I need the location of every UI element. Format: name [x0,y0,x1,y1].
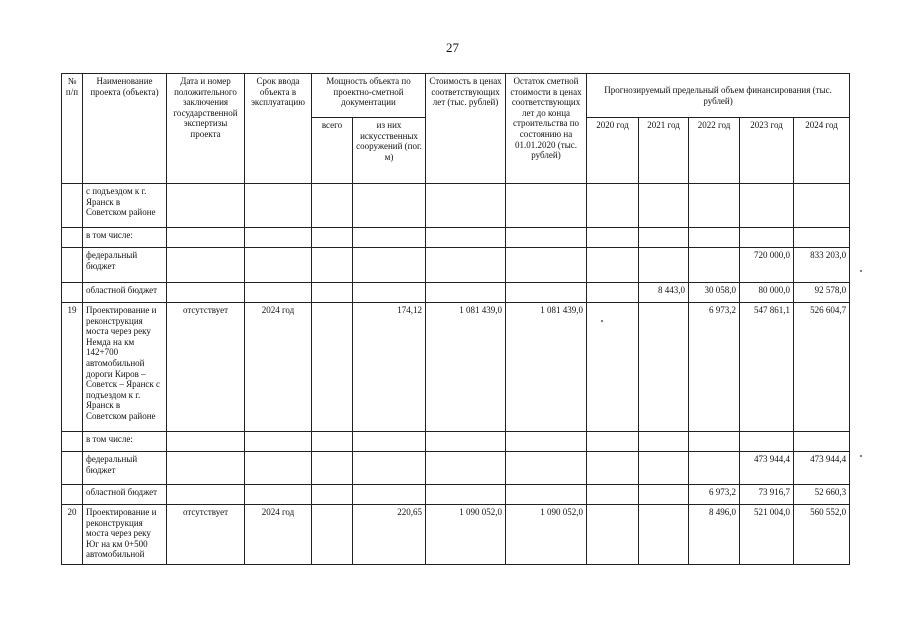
cell-remainder: 1 090 052,0 [506,505,587,565]
cell-capacity-artificial: 220,65 [353,505,426,565]
page-number: 27 [446,40,459,55]
cell-capacity-artificial [353,432,426,452]
cell-capacity-artificial [353,184,426,228]
cell-capacity-artificial [353,485,426,505]
cell-2020 [587,485,639,505]
table-row [62,248,850,283]
cell-expertise [167,283,245,303]
table-row [62,452,850,485]
cell-2021 [639,184,689,228]
header-year-2022: 2022 год [689,118,740,184]
scan-speck [601,320,603,322]
cell-2020 [587,303,639,432]
cell-remainder [506,184,587,228]
cell-expertise: отсутствует [167,505,245,565]
header-name: Наименование проекта (объекта) [83,74,167,184]
table-row [62,184,850,228]
cell-2020 [587,184,639,228]
cell-commission [245,248,312,283]
header-remainder: Остаток сметной стоимости в ценах соответствующих лет до конца строительства по состоянию на 01.01.2020 (тыс. рублей) [506,74,587,184]
cell-2024: 833 203,0 [794,248,850,283]
header-capacity-artificial: из них искусственных сооружений (пог. м) [353,118,426,184]
cell-cost [426,248,506,283]
cell-2021 [639,452,689,485]
table-row [62,485,850,505]
cell-capacity-total [312,303,353,432]
cell-name: с подъездом к г. Яранск в Советском районе [83,184,167,228]
table-row [62,432,850,452]
cell-name: областной бюджет [83,485,167,505]
cell-2024: 473 944,4 [794,452,850,485]
cell-2022: 6 973,2 [689,303,740,432]
cell-2024: 560 552,0 [794,505,850,565]
cell-2023: 720 000,0 [740,248,794,283]
cell-2020 [587,452,639,485]
cell-commission: 2024 год [245,303,312,432]
scan-speck [860,270,862,272]
cell-capacity-artificial [353,283,426,303]
cell-2021 [639,303,689,432]
cell-2020 [587,283,639,303]
financing-table [61,73,850,565]
cell-num [62,432,83,452]
cell-2020 [587,228,639,248]
cell-2022 [689,432,740,452]
cell-capacity-artificial [353,248,426,283]
cell-cost [426,184,506,228]
cell-capacity-artificial [353,228,426,248]
header-capacity: Мощность объекта по проектно-сметной документации [312,74,426,118]
cell-num [62,228,83,248]
cell-commission [245,485,312,505]
table-row [62,228,850,248]
cell-expertise [167,184,245,228]
cell-expertise [167,248,245,283]
cell-2021 [639,228,689,248]
cell-commission [245,283,312,303]
header-commission: Срок ввода объекта в эксплуатацию [245,74,312,184]
header-year-2023: 2023 год [740,118,794,184]
cell-num [62,452,83,485]
cell-capacity-total [312,432,353,452]
cell-expertise [167,432,245,452]
cell-capacity-total [312,452,353,485]
cell-remainder [506,485,587,505]
cell-num [62,248,83,283]
cell-2024: 52 660,3 [794,485,850,505]
cell-2023: 547 861,1 [740,303,794,432]
cell-num: 19 [62,303,83,432]
cell-2020 [587,432,639,452]
table-body [62,184,850,565]
cell-capacity-artificial [353,452,426,485]
cell-name: федеральный бюджет [83,248,167,283]
cell-2020 [587,505,639,565]
cell-remainder [506,452,587,485]
cell-name: в том числе: [83,228,167,248]
cell-2024: 526 604,7 [794,303,850,432]
cell-2021: 8 443,0 [639,283,689,303]
cell-2020 [587,248,639,283]
cell-capacity-total [312,184,353,228]
header-cost: Стоимость в ценах соответствующих лет (тыс. рублей) [426,74,506,184]
header-capacity-total: всего [312,118,353,184]
cell-cost: 1 090 052,0 [426,505,506,565]
header-year-2024: 2024 год [794,118,850,184]
cell-expertise [167,485,245,505]
scan-speck [860,455,862,457]
cell-2023 [740,184,794,228]
cell-2021 [639,248,689,283]
cell-2024 [794,432,850,452]
header-num: № п/п [62,74,83,184]
cell-remainder: 1 081 439,0 [506,303,587,432]
cell-remainder [506,432,587,452]
header-financing: Прогнозируемый предельный объем финансирования (тыс. рублей) [587,74,850,118]
cell-2023: 73 916,7 [740,485,794,505]
cell-capacity-total [312,283,353,303]
cell-2021 [639,505,689,565]
cell-2022: 8 496,0 [689,505,740,565]
cell-name: федеральный бюджет [83,452,167,485]
cell-expertise [167,228,245,248]
cell-2022 [689,228,740,248]
cell-2022 [689,248,740,283]
cell-cost [426,283,506,303]
cell-capacity-total [312,505,353,565]
cell-expertise [167,452,245,485]
cell-num [62,485,83,505]
cell-commission [245,452,312,485]
cell-name: Проектирование и реконструкция моста через реку Немда на км 142+700 автомобильной дороги Киров – Советск – Яранск с подъездом к г. Яранск в Советском районе [83,303,167,432]
cell-2023 [740,432,794,452]
cell-2024: 92 578,0 [794,283,850,303]
cell-2022: 6 973,2 [689,485,740,505]
header-year-2020: 2020 год [587,118,639,184]
cell-2021 [639,432,689,452]
cell-capacity-artificial: 174,12 [353,303,426,432]
cell-2022 [689,184,740,228]
cell-capacity-total [312,248,353,283]
cell-cost [426,452,506,485]
cell-commission [245,228,312,248]
cell-2023: 521 004,0 [740,505,794,565]
cell-name: Проектирование и реконструкция моста через реку Юг на км 0+500 автомобильной [83,505,167,565]
cell-remainder [506,228,587,248]
cell-cost [426,432,506,452]
table-row [62,505,850,565]
cell-remainder [506,248,587,283]
cell-commission [245,184,312,228]
cell-cost [426,485,506,505]
cell-commission: 2024 год [245,505,312,565]
cell-2022: 30 058,0 [689,283,740,303]
cell-num: 20 [62,505,83,565]
cell-2023 [740,228,794,248]
cell-num [62,283,83,303]
cell-2023: 80 000,0 [740,283,794,303]
cell-2022 [689,452,740,485]
header-year-2021: 2021 год [639,118,689,184]
cell-2021 [639,485,689,505]
header-expertise: Дата и номер положительного заключения государственной экспертизы проекта [167,74,245,184]
cell-commission [245,432,312,452]
cell-2024 [794,228,850,248]
cell-name: в том числе: [83,432,167,452]
cell-remainder [506,283,587,303]
cell-2023: 473 944,4 [740,452,794,485]
cell-capacity-total [312,485,353,505]
cell-cost [426,228,506,248]
cell-2024 [794,184,850,228]
cell-cost: 1 081 439,0 [426,303,506,432]
cell-expertise: отсутствует [167,303,245,432]
table-row [62,303,850,432]
cell-capacity-total [312,228,353,248]
table-row [62,283,850,303]
cell-name: областной бюджет [83,283,167,303]
cell-num [62,184,83,228]
